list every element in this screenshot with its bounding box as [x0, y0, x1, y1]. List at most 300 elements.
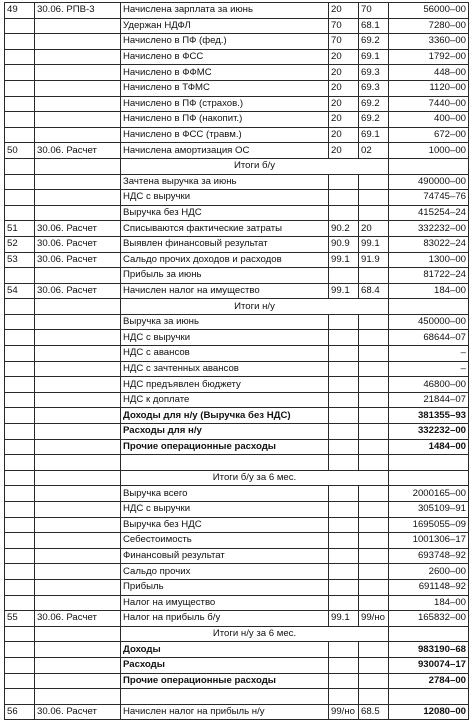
description-cell: Расходы — [121, 657, 329, 673]
entry-number-cell: 56 — [5, 704, 35, 720]
description-cell: Выручка всего — [121, 486, 329, 502]
description-cell: НДС с выручки — [121, 330, 329, 346]
entry-number-cell — [5, 408, 35, 424]
entry-number-cell — [5, 65, 35, 81]
debit-account-cell: 20 — [329, 3, 359, 19]
credit-account-cell: 69.1 — [359, 127, 389, 143]
credit-account-cell: 69.2 — [359, 34, 389, 50]
amount-cell: 693748–92 — [389, 548, 469, 564]
table-row — [5, 236, 469, 252]
description-cell: Начислено в ПФ (накопит.) — [121, 112, 329, 128]
debit-account-cell — [329, 330, 359, 346]
amount-cell: 56000–00 — [389, 3, 469, 19]
description-cell: Прибыль — [121, 579, 329, 595]
entry-number-cell — [5, 346, 35, 362]
debit-account-cell: 20 — [329, 49, 359, 65]
entry-date-cell — [35, 642, 121, 658]
description-cell: Сальдо прочих доходов и расходов — [121, 252, 329, 268]
entry-date-cell — [35, 408, 121, 424]
credit-account-cell: 68.1 — [359, 18, 389, 34]
entry-date-cell — [35, 626, 121, 642]
credit-account-cell: 69.2 — [359, 112, 389, 128]
table-row — [5, 408, 469, 424]
blank-row — [5, 455, 469, 471]
debit-account-cell: 70 — [329, 34, 359, 50]
entry-number-cell — [5, 502, 35, 518]
table-row — [5, 486, 469, 502]
entry-number-cell — [5, 564, 35, 580]
entry-date-cell — [35, 564, 121, 580]
debit-account-cell — [329, 346, 359, 362]
credit-account-cell — [359, 408, 389, 424]
entry-number-cell — [5, 96, 35, 112]
entry-date-cell — [35, 299, 121, 315]
credit-account-cell — [359, 548, 389, 564]
description-cell: Начислено в ПФ (фед.) — [121, 34, 329, 50]
credit-account-cell — [359, 314, 389, 330]
debit-account-cell — [329, 361, 359, 377]
entry-number-cell — [5, 642, 35, 658]
description-cell: Налог на прибыль б/у — [121, 611, 329, 627]
credit-account-cell — [359, 517, 389, 533]
entry-number-cell: 52 — [5, 236, 35, 252]
entry-date-cell: 30.06. Расчет — [35, 221, 121, 237]
entry-date-cell: 30.06. Расчет — [35, 704, 121, 720]
amount-cell: 381355–93 — [389, 408, 469, 424]
entry-number-cell: 54 — [5, 283, 35, 299]
entry-number-cell — [5, 361, 35, 377]
entry-date-cell — [35, 579, 121, 595]
credit-account-cell: 99.1 — [359, 236, 389, 252]
entry-date-cell — [35, 158, 121, 174]
table-row — [5, 96, 469, 112]
entry-date-cell — [35, 361, 121, 377]
amount-cell: 7440–00 — [389, 96, 469, 112]
table-row — [5, 595, 469, 611]
amount-cell: 305109–91 — [389, 502, 469, 518]
description-cell: Зачтена выручка за июнь — [121, 174, 329, 190]
table-row — [5, 611, 469, 627]
entry-date-cell — [35, 673, 121, 689]
table-row — [5, 548, 469, 564]
table-row — [5, 268, 469, 284]
credit-account-cell — [359, 377, 389, 393]
table-row — [5, 439, 469, 455]
entry-number-cell — [5, 80, 35, 96]
entry-number-cell — [5, 330, 35, 346]
entry-date-cell: 30.06. Расчет — [35, 611, 121, 627]
debit-account-cell: 20 — [329, 96, 359, 112]
entry-number-cell — [5, 190, 35, 206]
credit-account-cell: 02 — [359, 143, 389, 159]
credit-account-cell: 69.3 — [359, 65, 389, 81]
table-row — [5, 361, 469, 377]
amount-cell: 1120–00 — [389, 80, 469, 96]
entry-number-cell — [5, 158, 35, 174]
credit-account-cell — [359, 361, 389, 377]
amount-cell: 415254–24 — [389, 205, 469, 221]
amount-cell: 691148–92 — [389, 579, 469, 595]
table-row — [5, 424, 469, 440]
entry-number-cell — [5, 34, 35, 50]
entry-date-cell: 30.06. Расчет — [35, 236, 121, 252]
table-row — [5, 283, 469, 299]
debit-account-cell — [329, 408, 359, 424]
description-cell: Доходы для н/у (Выручка без НДС) — [121, 408, 329, 424]
amount-cell: 450000–00 — [389, 314, 469, 330]
debit-account-cell — [329, 190, 359, 206]
description-cell: Начислено в ПФ (страхов.) — [121, 96, 329, 112]
table-row — [5, 34, 469, 50]
amount-cell: 83022–24 — [389, 236, 469, 252]
credit-account-cell — [359, 595, 389, 611]
amt-cell — [389, 455, 469, 471]
section-row — [5, 470, 469, 486]
credit-account-cell: 69.3 — [359, 80, 389, 96]
credit-account-cell — [359, 424, 389, 440]
table-row — [5, 392, 469, 408]
entry-number-cell: 49 — [5, 3, 35, 19]
entry-number-cell — [5, 377, 35, 393]
debit-account-cell — [329, 533, 359, 549]
entry-date-cell: 30.06. Расчет — [35, 252, 121, 268]
debit-account-cell — [329, 517, 359, 533]
section-row — [5, 626, 469, 642]
debit-account-cell: 90.9 — [329, 236, 359, 252]
section-title: Итоги н/у за 6 мес. — [121, 626, 389, 642]
credit-account-cell — [359, 174, 389, 190]
entry-date-cell — [35, 657, 121, 673]
section-row — [5, 158, 469, 174]
entry-number-cell: 53 — [5, 252, 35, 268]
amount-cell — [389, 470, 469, 486]
entry-date-cell — [35, 346, 121, 362]
blank-row — [5, 689, 469, 705]
debit-account-cell — [329, 657, 359, 673]
debit-account-cell — [329, 548, 359, 564]
credit-account-cell — [359, 346, 389, 362]
date-cell — [35, 455, 121, 471]
credit-account-cell — [359, 205, 389, 221]
entry-date-cell — [35, 34, 121, 50]
description-cell: Финансовый результат — [121, 548, 329, 564]
amount-cell: 332232–00 — [389, 424, 469, 440]
credit-account-cell — [359, 673, 389, 689]
table-row — [5, 533, 469, 549]
amount-cell: 400–00 — [389, 112, 469, 128]
table-row — [5, 564, 469, 580]
amount-cell: 448–00 — [389, 65, 469, 81]
amt-cell — [389, 689, 469, 705]
entry-date-cell — [35, 595, 121, 611]
entry-date-cell — [35, 127, 121, 143]
description-cell: Выручка без НДС — [121, 517, 329, 533]
amount-cell: 81722–24 — [389, 268, 469, 284]
entry-date-cell — [35, 80, 121, 96]
entry-number-cell — [5, 579, 35, 595]
description-cell: Начислено в ФСС — [121, 49, 329, 65]
entry-number-cell — [5, 299, 35, 315]
entry-date-cell — [35, 424, 121, 440]
table-row — [5, 80, 469, 96]
debit-account-cell — [329, 595, 359, 611]
debit-account-cell — [329, 268, 359, 284]
amount-cell: 2000165–00 — [389, 486, 469, 502]
table-row — [5, 579, 469, 595]
amount-cell: 1695055–09 — [389, 517, 469, 533]
description-cell: НДС с выручки — [121, 190, 329, 206]
debit-account-cell: 20 — [329, 80, 359, 96]
entry-number-cell: 50 — [5, 143, 35, 159]
description-cell: НДС к доплате — [121, 392, 329, 408]
entry-date-cell — [35, 112, 121, 128]
debit-account-cell: 20 — [329, 143, 359, 159]
entry-number-cell — [5, 626, 35, 642]
num-cell — [5, 689, 35, 705]
entry-number-cell — [5, 392, 35, 408]
credit-account-cell — [359, 642, 389, 658]
table-row — [5, 330, 469, 346]
credit-account-cell — [359, 502, 389, 518]
table-row — [5, 127, 469, 143]
journal-body — [5, 3, 469, 720]
entry-number-cell — [5, 127, 35, 143]
entry-date-cell — [35, 18, 121, 34]
debit-account-cell — [329, 392, 359, 408]
debit-account-cell — [329, 174, 359, 190]
credit-account-cell — [359, 439, 389, 455]
debit-account-cell: 90.2 — [329, 221, 359, 237]
table-row — [5, 657, 469, 673]
entry-date-cell — [35, 174, 121, 190]
amount-cell: 12080–00 — [389, 704, 469, 720]
entry-number-cell — [5, 424, 35, 440]
entry-number-cell — [5, 517, 35, 533]
credit-account-cell — [359, 657, 389, 673]
description-cell: Прочие операционные расходы — [121, 439, 329, 455]
debit-account-cell — [329, 205, 359, 221]
credit-account-cell: 69.1 — [359, 49, 389, 65]
entry-number-cell — [5, 673, 35, 689]
entry-number-cell — [5, 49, 35, 65]
debit-account-cell — [329, 673, 359, 689]
dt-cell — [329, 455, 359, 471]
credit-account-cell: 20 — [359, 221, 389, 237]
amount-cell — [389, 158, 469, 174]
amount-cell: 930074–17 — [389, 657, 469, 673]
description-cell: Удержан НДФЛ — [121, 18, 329, 34]
amount-cell: – — [389, 361, 469, 377]
amount-cell: 672–00 — [389, 127, 469, 143]
entry-date-cell — [35, 548, 121, 564]
amount-cell: 1792–00 — [389, 49, 469, 65]
amount-cell: – — [389, 346, 469, 362]
debit-account-cell: 99.1 — [329, 252, 359, 268]
table-row — [5, 673, 469, 689]
entry-date-cell — [35, 190, 121, 206]
num-cell — [5, 455, 35, 471]
amount-cell: 2600–00 — [389, 564, 469, 580]
debit-account-cell: 99.1 — [329, 611, 359, 627]
entry-date-cell — [35, 49, 121, 65]
table-row — [5, 112, 469, 128]
entry-date-cell — [35, 439, 121, 455]
credit-account-cell: 69.2 — [359, 96, 389, 112]
dt-cell — [329, 689, 359, 705]
table-row — [5, 49, 469, 65]
description-cell: Расходы для н/у — [121, 424, 329, 440]
amount-cell: 7280–00 — [389, 18, 469, 34]
entry-number-cell — [5, 486, 35, 502]
section-title: Итоги н/у — [121, 299, 389, 315]
amount-cell: 983190–68 — [389, 642, 469, 658]
table-row — [5, 190, 469, 206]
debit-account-cell — [329, 314, 359, 330]
description-cell: Начислено в ФФМС — [121, 65, 329, 81]
entry-date-cell — [35, 517, 121, 533]
kt-cell — [359, 455, 389, 471]
table-row — [5, 346, 469, 362]
description-cell: Доходы — [121, 642, 329, 658]
amount-cell: 184–00 — [389, 595, 469, 611]
credit-account-cell: 68.5 — [359, 704, 389, 720]
entry-number-cell — [5, 657, 35, 673]
table-row — [5, 642, 469, 658]
credit-account-cell — [359, 564, 389, 580]
table-row — [5, 502, 469, 518]
entry-number-cell — [5, 439, 35, 455]
amount-cell: 332232–00 — [389, 221, 469, 237]
debit-account-cell — [329, 579, 359, 595]
amount-cell: 1001306–17 — [389, 533, 469, 549]
amount-cell: 21844–07 — [389, 392, 469, 408]
entry-number-cell — [5, 314, 35, 330]
credit-account-cell: 70 — [359, 3, 389, 19]
credit-account-cell — [359, 579, 389, 595]
description-cell: Себестоимость — [121, 533, 329, 549]
amount-cell: 184–00 — [389, 283, 469, 299]
description-cell: Начислено в ТФМС — [121, 80, 329, 96]
debit-account-cell — [329, 424, 359, 440]
credit-account-cell — [359, 330, 389, 346]
debit-account-cell — [329, 502, 359, 518]
debit-account-cell: 20 — [329, 112, 359, 128]
entry-date-cell — [35, 392, 121, 408]
credit-account-cell: 91.9 — [359, 252, 389, 268]
credit-account-cell: 68.4 — [359, 283, 389, 299]
journal-table — [4, 2, 469, 720]
description-cell: Начислено в ФСС (травм.) — [121, 127, 329, 143]
credit-account-cell: 99/но — [359, 611, 389, 627]
desc-cell — [121, 689, 329, 705]
entry-number-cell — [5, 18, 35, 34]
entry-date-cell — [35, 96, 121, 112]
entry-date-cell — [35, 377, 121, 393]
entry-number-cell — [5, 595, 35, 611]
entry-number-cell: 51 — [5, 221, 35, 237]
entry-number-cell: 55 — [5, 611, 35, 627]
table-row — [5, 517, 469, 533]
entry-date-cell — [35, 330, 121, 346]
description-cell: Прибыль за июнь — [121, 268, 329, 284]
amount-cell: 46800–00 — [389, 377, 469, 393]
section-row — [5, 299, 469, 315]
amount-cell: 3360–00 — [389, 34, 469, 50]
amount-cell: 1484–00 — [389, 439, 469, 455]
table-row — [5, 18, 469, 34]
kt-cell — [359, 689, 389, 705]
description-cell: Сальдо прочих — [121, 564, 329, 580]
credit-account-cell — [359, 392, 389, 408]
amount-cell: 2784–00 — [389, 673, 469, 689]
debit-account-cell: 20 — [329, 65, 359, 81]
credit-account-cell — [359, 486, 389, 502]
amount-cell: 490000–00 — [389, 174, 469, 190]
entry-number-cell — [5, 470, 35, 486]
description-cell: Налог на имущество — [121, 595, 329, 611]
entry-number-cell — [5, 268, 35, 284]
entry-number-cell — [5, 174, 35, 190]
amount-cell: 68644–07 — [389, 330, 469, 346]
amount-cell: 165832–00 — [389, 611, 469, 627]
amount-cell — [389, 626, 469, 642]
amount-cell: 74745–76 — [389, 190, 469, 206]
debit-account-cell: 70 — [329, 18, 359, 34]
description-cell: Выручка за июнь — [121, 314, 329, 330]
debit-account-cell: 20 — [329, 127, 359, 143]
amount-cell — [389, 299, 469, 315]
description-cell: Списываются фактические затраты — [121, 221, 329, 237]
section-title: Итоги б/у за 6 мес. — [121, 470, 389, 486]
amount-cell: 1300–00 — [389, 252, 469, 268]
entry-date-cell — [35, 65, 121, 81]
table-row — [5, 65, 469, 81]
table-row — [5, 3, 469, 19]
description-cell: НДС с авансов — [121, 346, 329, 362]
description-cell: НДС предъявлен бюджету — [121, 377, 329, 393]
date-cell — [35, 689, 121, 705]
debit-account-cell — [329, 564, 359, 580]
section-title: Итоги б/у — [121, 158, 389, 174]
description-cell: Начислена зарплата за июнь — [121, 3, 329, 19]
entry-number-cell — [5, 205, 35, 221]
table-row — [5, 314, 469, 330]
entry-number-cell — [5, 533, 35, 549]
description-cell: Начислен налог на прибыль н/у — [121, 704, 329, 720]
entry-date-cell — [35, 268, 121, 284]
entry-date-cell: 30.06. РПВ-3 — [35, 3, 121, 19]
credit-account-cell — [359, 190, 389, 206]
entry-date-cell — [35, 205, 121, 221]
entry-number-cell — [5, 112, 35, 128]
description-cell: Выявлен финансовый результат — [121, 236, 329, 252]
entry-date-cell — [35, 533, 121, 549]
desc-cell — [121, 455, 329, 471]
table-row — [5, 143, 469, 159]
debit-account-cell — [329, 439, 359, 455]
debit-account-cell — [329, 377, 359, 393]
table-row — [5, 252, 469, 268]
table-row — [5, 174, 469, 190]
description-cell: Начислена амортизация ОС — [121, 143, 329, 159]
entry-date-cell — [35, 502, 121, 518]
description-cell: Выручка без НДС — [121, 205, 329, 221]
entry-date-cell — [35, 486, 121, 502]
description-cell: Прочие операционные расходы — [121, 673, 329, 689]
credit-account-cell — [359, 533, 389, 549]
table-row — [5, 221, 469, 237]
table-row — [5, 377, 469, 393]
